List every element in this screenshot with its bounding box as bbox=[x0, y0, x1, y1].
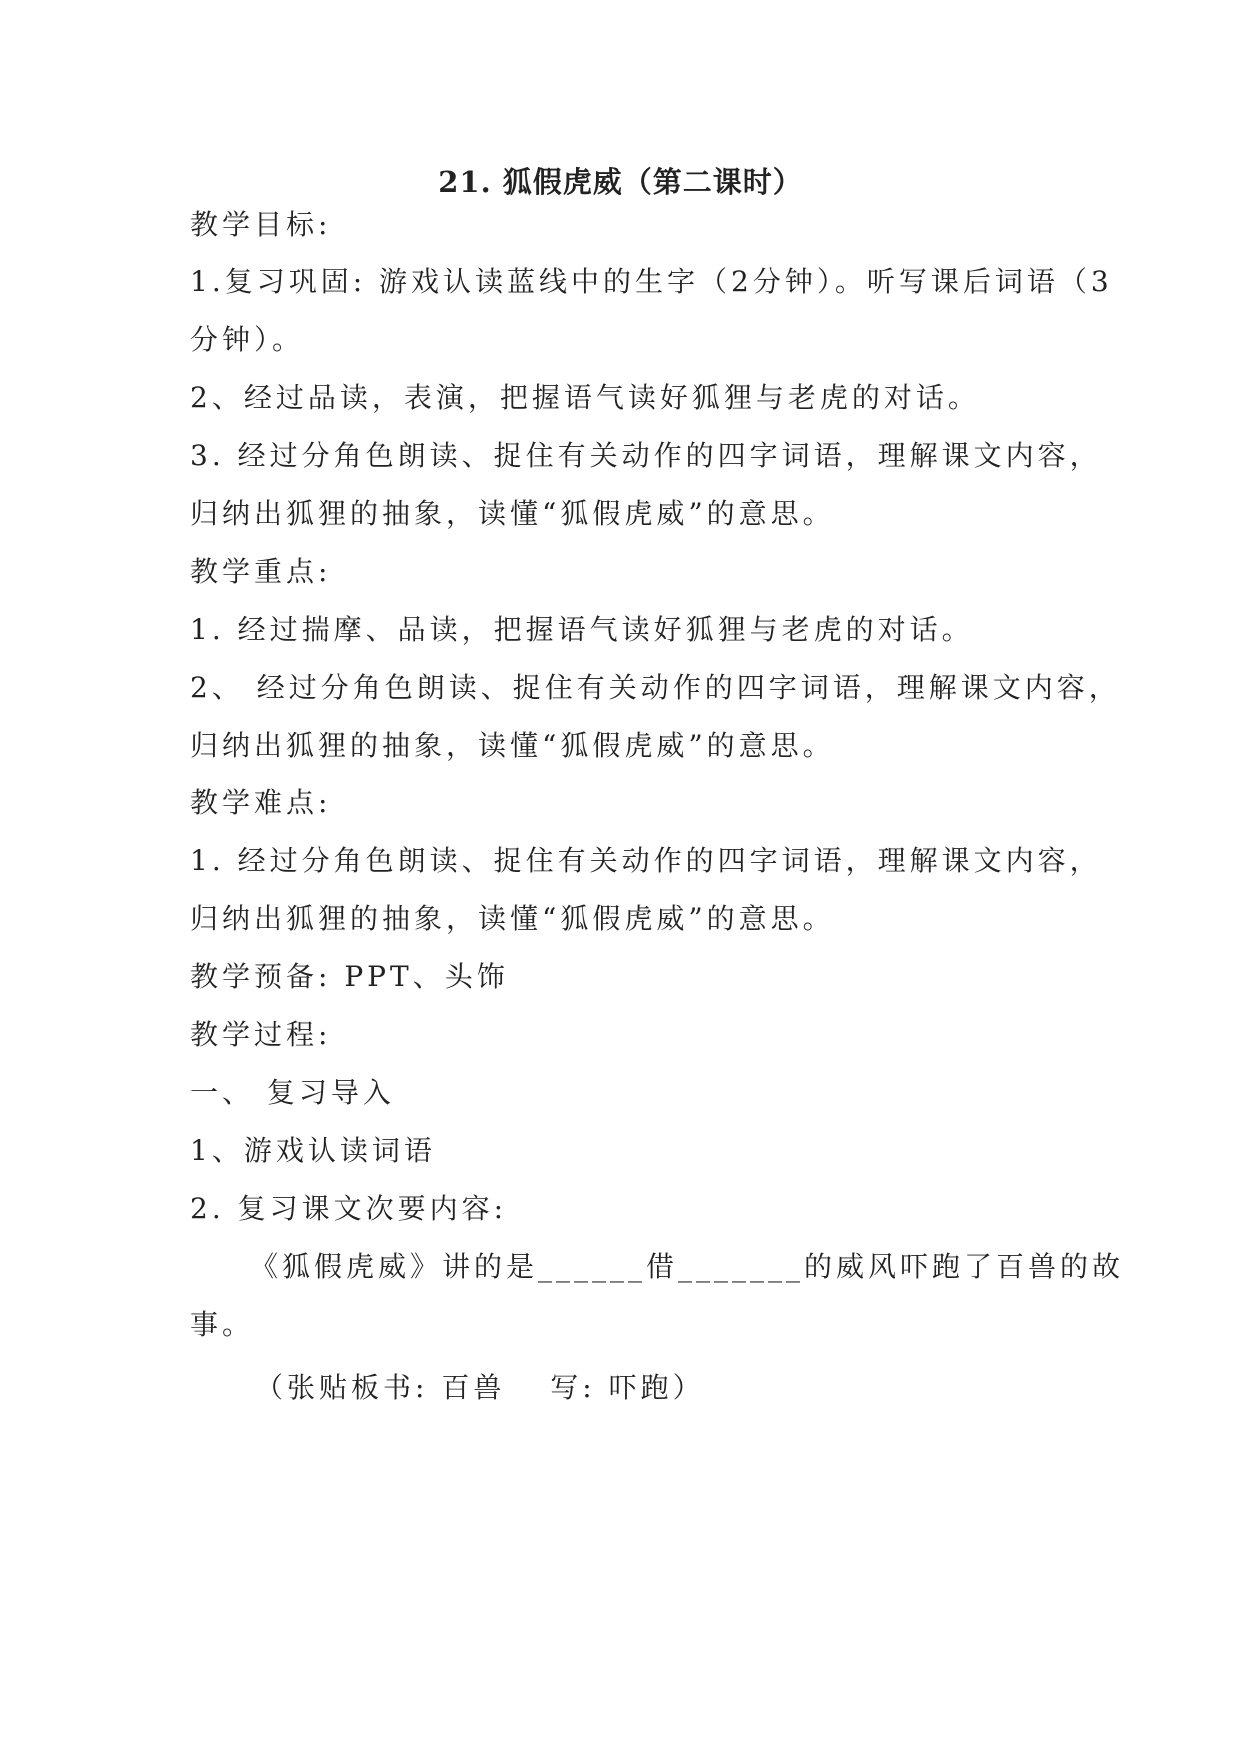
key-point-item-1: 1. 经过揣摩、品读，把握语气读好狐狸与老虎的对话。 bbox=[190, 613, 974, 646]
difficulty-item-1: 1. 经过分角色朗读、捉住有关动作的四字词语，理解课文内容， bbox=[190, 844, 1102, 877]
board-writing-note: （张贴板书: 百兽 写: 吓跑） bbox=[255, 1371, 705, 1404]
section-heading-process: 教学过程: bbox=[190, 1018, 332, 1051]
objective-item-3: 3. 经过分角色朗读、捉住有关动作的四字词语，理解课文内容， bbox=[190, 439, 1102, 472]
process-substep-1: 1、游戏认读词语 bbox=[190, 1134, 436, 1167]
section-heading-preparation: 教学预备: PPT、头饰 bbox=[190, 960, 509, 993]
process-step-1: 一、 复习导入 bbox=[190, 1076, 395, 1109]
fill-in-blank-sentence: 《狐假虎威》讲的是______借_______的威风吓跑了百兽的故 bbox=[250, 1250, 1125, 1283]
document-title: 21. 狐假虎威（第二课时） bbox=[438, 165, 803, 199]
key-point-item-2: 2、 经过分角色朗读、捉住有关动作的四字词语，理解课文内容， bbox=[190, 671, 1121, 704]
key-point-item-2-continued: 归纳出狐狸的抽象，读懂“狐假虎威”的意思。 bbox=[190, 729, 835, 762]
objective-item-1-continued: 分钟）。 bbox=[190, 323, 305, 356]
objective-item-1: 1.复习巩固: 游戏认读蓝线中的生字（2分钟）。听写课后词语（3 bbox=[190, 265, 1113, 298]
section-heading-objectives: 教学目标: bbox=[190, 208, 332, 241]
section-heading-key-points: 教学重点: bbox=[190, 555, 332, 588]
difficulty-item-1-continued: 归纳出狐狸的抽象，读懂“狐假虎威”的意思。 bbox=[190, 902, 835, 935]
section-heading-difficulties: 教学难点: bbox=[190, 786, 332, 819]
fill-in-blank-sentence-continued: 事。 bbox=[190, 1308, 255, 1341]
objective-item-3-continued: 归纳出狐狸的抽象，读懂“狐假虎威”的意思。 bbox=[190, 497, 835, 530]
objective-item-2: 2、经过品读，表演，把握语气读好狐狸与老虎的对话。 bbox=[190, 381, 980, 414]
process-substep-2: 2. 复习课文次要内容: bbox=[190, 1192, 508, 1225]
